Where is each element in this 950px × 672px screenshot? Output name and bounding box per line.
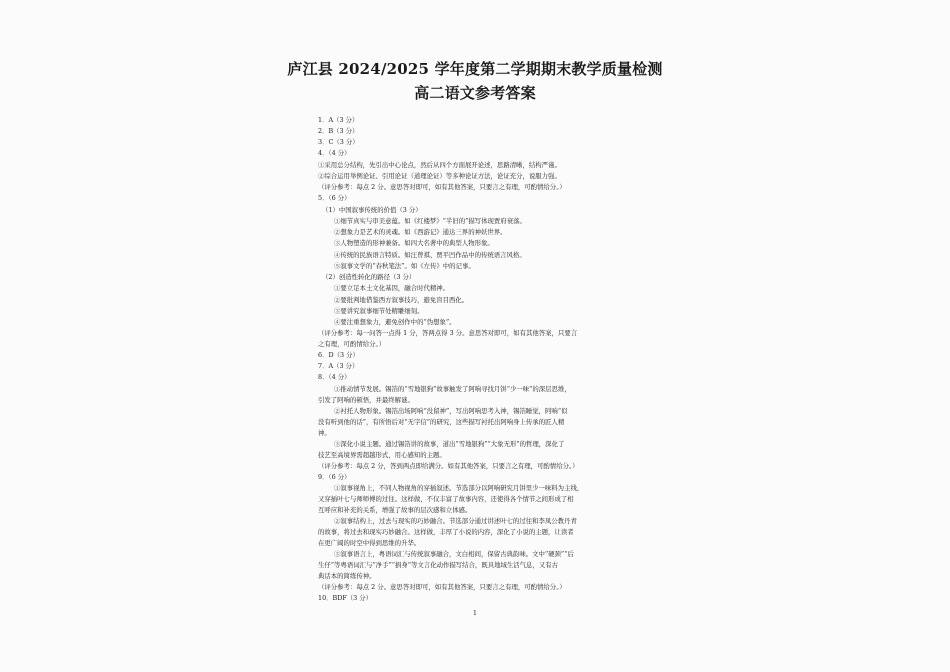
answer-line: 5．（6 分） (318, 194, 351, 202)
answer-line: 又穿插叶七与师师傅的过往。这样做，不仅丰富了故事内容，还使得各个情节之间形成了相 (318, 495, 574, 503)
answer-line: 互呼应和补充的关系，增强了故事的层次感和立体感。 (318, 506, 472, 514)
answer-line: 8．（4 分） (318, 373, 351, 381)
document-subtitle: 高二语文参考答案 (414, 84, 536, 102)
answer-line: ②要批判地借鉴西方叙事技巧，避免盲目西化。 (334, 296, 469, 304)
answer-line: 之有理，可酌情给分。） (318, 340, 386, 348)
answer-line: 技艺至高境界需超越形式，用心感知的主题。 (318, 451, 446, 459)
answer-line: 2．B（3 分） (318, 127, 359, 135)
answer-line: （评分参考：每一问答一点得 1 分，答两点得 3 分。意思答对即可，如有其他答案，只要言 (318, 329, 578, 337)
answer-line: （评分参考：每点 2 分，答到两点即给满分。如有其他答案，只要言之有理，可酌情给分。） (318, 462, 579, 470)
answer-line: ④传统的民族语言特质。如汪曾祺、贾平凹作品中的传统语言风格。 (334, 251, 526, 259)
answer-line: （评分参考：每点 2 分。意思答对即可，如有其他答案，只要言之有理，可酌情给分。） (318, 583, 566, 591)
answer-line: 7．A（3 分） (318, 362, 359, 370)
answer-line: 引发了阿响的顿悟，并最终解谜。 (318, 396, 414, 404)
answer-line: 10．BDF（3 分） (318, 594, 373, 602)
answer-line: ①推动情节发展。锡箔的“雪地银狗”故事触发了阿响寻找月饼“少一味”的深层思维， (334, 385, 571, 393)
answer-line: （评分参考：每点 2 分。意思答对即可，如有其他答案，只要言之有理，可酌情给分。） (318, 183, 566, 191)
answer-line: 生仔”等粤语词汇与“净手”“捐身”等文言化动作描写结合，既具地域生活气息，又有古 (318, 561, 559, 569)
answer-line: ②想象力是艺术的灵魂。如《西游记》通达三界的神妖世界。 (334, 228, 507, 236)
answer-line: ①细节真实与审美意蕴。如《红楼梦》“半旧的”描写体现贾府衰落。 (334, 217, 526, 225)
answer-line: ②综合运用举例论证、引用论证（道理论证）等多种论证方法，论证充分，说服力强。 (318, 172, 561, 180)
answer-line: （1）中国叙事传统的价值（3 分） (322, 206, 422, 214)
answer-line: ⑤叙事文学的“春秋笔法”。如《左传》中的记事。 (334, 262, 475, 270)
answer-line: ①要立足本土文化基因，融合时代精神。 (334, 284, 450, 292)
answer-line: ④要注重想象力，避免创作中的“伪想象”。 (334, 318, 456, 326)
answer-line: ①采用总分结构，先引出中心论点，然后从四个方面展开论述，思路清晰，结构严谨。 (318, 161, 561, 169)
answer-line: （2）创造性转化的路径（3 分） (322, 273, 416, 281)
answer-line: 神。 (318, 429, 331, 437)
answer-line: 1．A（3 分） (318, 116, 359, 124)
answer-line: 典话本的简练传神。 (318, 572, 376, 580)
answer-line: ①叙事视角上，不同人物视角的穿插叙述。节选部分以阿响研究月饼里少一味料为主线， (334, 484, 584, 492)
answer-line: 在更广阔的时空中得到思维的升华。 (318, 539, 421, 547)
document-title: 庐江县 2024/2025 学年度第二学期期末教学质量检测 (287, 60, 663, 78)
page-number: 1 (472, 609, 478, 617)
answer-line: 3．C（3 分） (318, 138, 359, 146)
answer-line: ③叙事语言上，粤语词汇与传统叙事融合，文白相间，保留古典韵味。文中“硬颈”“后 (334, 550, 574, 558)
answer-line: ③人物塑造的形神兼备。如四大名著中的典型人物形象。 (334, 239, 494, 247)
answer-line: ③深化小说主题。通过锡箔讲的故事，道出“雪地银狗”“大象无形”的哲理，深化了 (334, 440, 565, 448)
answer-line: 4．（4 分） (318, 149, 351, 157)
answer-line: 9．（6 分） (318, 473, 351, 481)
answer-line: 的故事，将过去和现实巧妙融合。这样做，丰厚了小说的内容，深化了小说的主题，让读者 (318, 528, 574, 536)
answer-line: ②衬托人物形象。锡箔出场阿响“没留神”，写出阿响思考入神，锡箔睡觉，阿响“似 (334, 407, 568, 415)
answer-line: ③要讲究叙事细节处精雕细刻。 (334, 307, 424, 315)
answer-line: 6．D（3 分） (318, 351, 359, 359)
answer-line: ②叙事结构上，过去与现实的巧妙融合。节选部分通过讲述叶七的过往和李凤公教丹青 (334, 517, 577, 525)
answer-line: 没有听到他的话”，有所悟后对“无字信”的研究，这些描写衬托出阿响身上传承的匠人精 (318, 418, 565, 426)
